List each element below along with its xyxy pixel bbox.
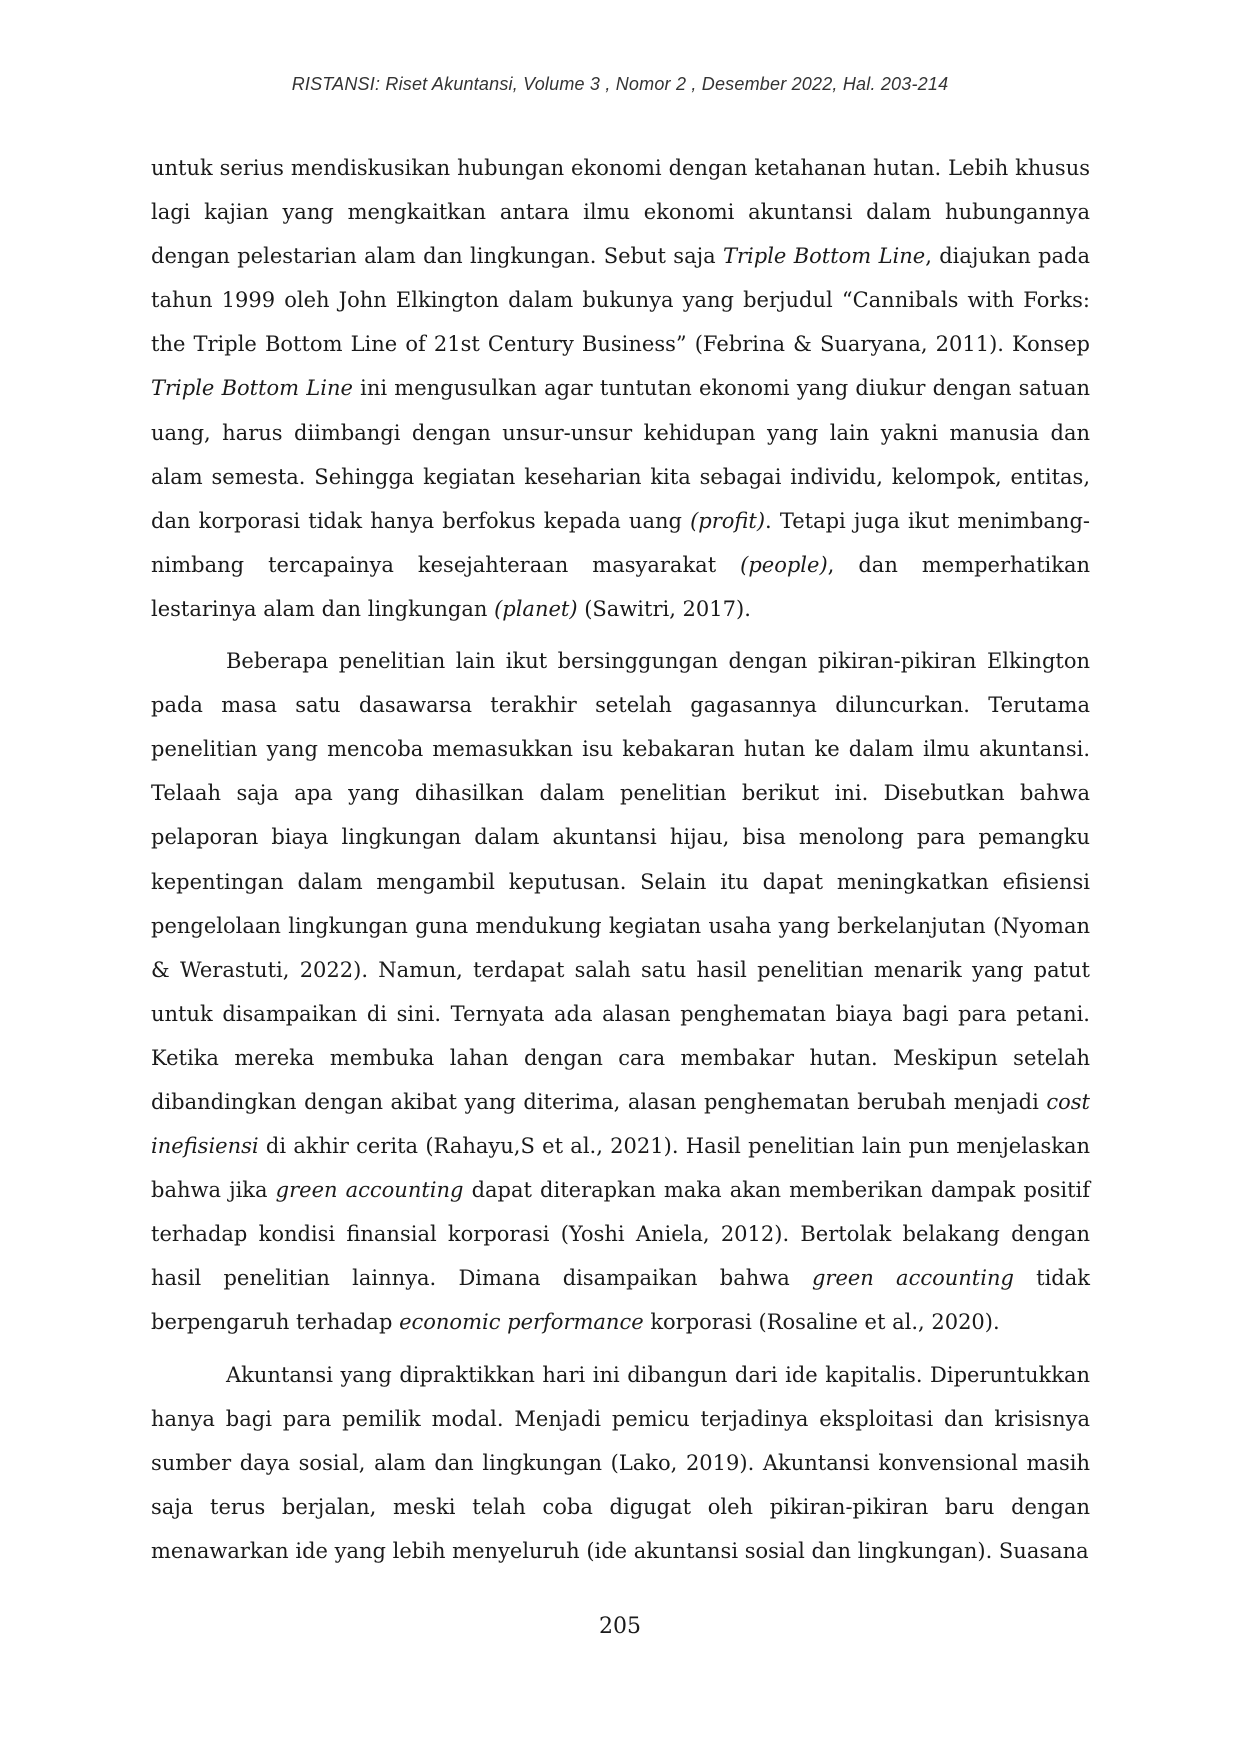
body-text	[151, 146, 1090, 1581]
italic-term: (people)	[740, 552, 828, 577]
italic-term: green accounting	[811, 1266, 1014, 1291]
text-run: untuk serius mendiskusikan hubungan ekonomi dengan ketahanan hutan. Lebih khusus lagi kajian yang mengkaitkan antara ilmu ekonomi akuntansi dalam hubungannya dengan pelestarian alam dan lingkungan. Sebut saja	[151, 156, 1090, 269]
text-run: dapat diterapkan maka akan memberikan dampak positif terhadap kondisi finansial korporasi (Yoshi Aniela, 2012). Bertolak belakang dengan hasil penelitian lainnya. Dimana disampaikan bahwa	[151, 1178, 1091, 1291]
paragraph-2	[151, 639, 1090, 1345]
paragraph-1	[151, 146, 1090, 631]
italic-term: economic performance	[399, 1310, 644, 1335]
italic-term: green accounting	[275, 1178, 464, 1203]
italic-term: Triple Bottom Line	[151, 376, 353, 401]
running-header: RISTANSI: Riset Akuntansi, Volume 3 , Nomor 2 , Desember 2022, Hal. 203-214	[291, 74, 949, 94]
italic-term: Triple Bottom Line	[723, 244, 926, 269]
text-run: korporasi (Rosaline et al., 2020).	[643, 1310, 1000, 1335]
italic-term: (planet)	[494, 596, 578, 621]
text-run: . Tetapi juga ikut menimbang-nimbang tercapainya kesejahteraan masyarakat	[151, 508, 1091, 577]
text-run: ini mengusulkan agar tuntutan ekonomi yang diukur dengan satuan uang, harus diimbangi dengan unsur-unsur kehidupan yang lain yakni manusia dan alam semesta. Sehingga kegiatan keseharian kita sebagai individu, kelompok, entitas, dan korporasi tidak hanya berfokus kepada uang	[151, 376, 1090, 533]
text-run: , diajukan pada tahun 1999 oleh John Elkington dalam bukunya yang berjudul “Cannibals with Forks: the Triple Bottom Line of 21st Century Business” (Febrina & Suaryana, 2011). Konsep	[151, 244, 1091, 357]
text-run: Beberapa penelitian lain ikut bersinggungan dengan pikiran-pikiran Elkington pada masa satu dasawarsa terakhir setelah gagasannya diluncurkan. Terutama penelitian yang mencoba memasukkan isu kebakaran hutan ke dalam ilmu akuntansi. Telaah saja apa yang dihasilkan dalam penelitian berikut ini. Disebutkan bahwa pelaporan biaya lingkungan dalam akuntansi hijau, bisa menolong para pemangku kepentingan dalam mengambil keputusan. Selain itu dapat meningkatkan efisiensi pengelolaan lingkungan guna mendukung kegiatan usaha yang berkelanjutan (Nyoman & Werastuti, 2022). Namun, terdapat salah satu hasil penelitian menarik yang patut untuk disampaikan di sini. Ternyata ada alasan penghematan biaya bagi para petani. Ketika mereka membuka lahan dengan cara membakar hutan. Meskipun setelah dibandingkan dengan akibat yang diterima, alasan penghematan berubah menjadi	[151, 649, 1090, 1114]
italic-term: cost inefisiensi	[151, 1089, 1090, 1159]
text-run: Akuntansi yang dipraktikkan hari ini dibangun dari ide kapitalis. Diperuntukkan hanya bagi para pemilik modal. Menjadi pemicu terjadinya eksploitasi dan krisisnya sumber daya sosial, alam dan lingkungan (Lako, 2019). Akuntansi konvensional masih saja terus berjalan, meski telah coba digugat oleh pikiran-pikiran baru dengan menawarkan ide yang lebih menyeluruh (ide akuntansi sosial dan lingkungan). Suasana	[151, 1362, 1090, 1563]
paragraph-3	[151, 1353, 1090, 1573]
text-run: , dan memperhatikan lestarinya alam dan lingkungan	[151, 552, 1090, 621]
text-run: (Sawitri, 2017).	[577, 596, 751, 621]
text-run: di akhir cerita (Rahayu,S et al., 2021). Hasil penelitian lain pun menjelaskan bahwa jika	[151, 1134, 1090, 1203]
italic-term: (profit)	[690, 508, 766, 533]
text-run: tidak berpengaruh terhadap	[151, 1266, 1090, 1335]
page-number: 205	[599, 1614, 641, 1639]
